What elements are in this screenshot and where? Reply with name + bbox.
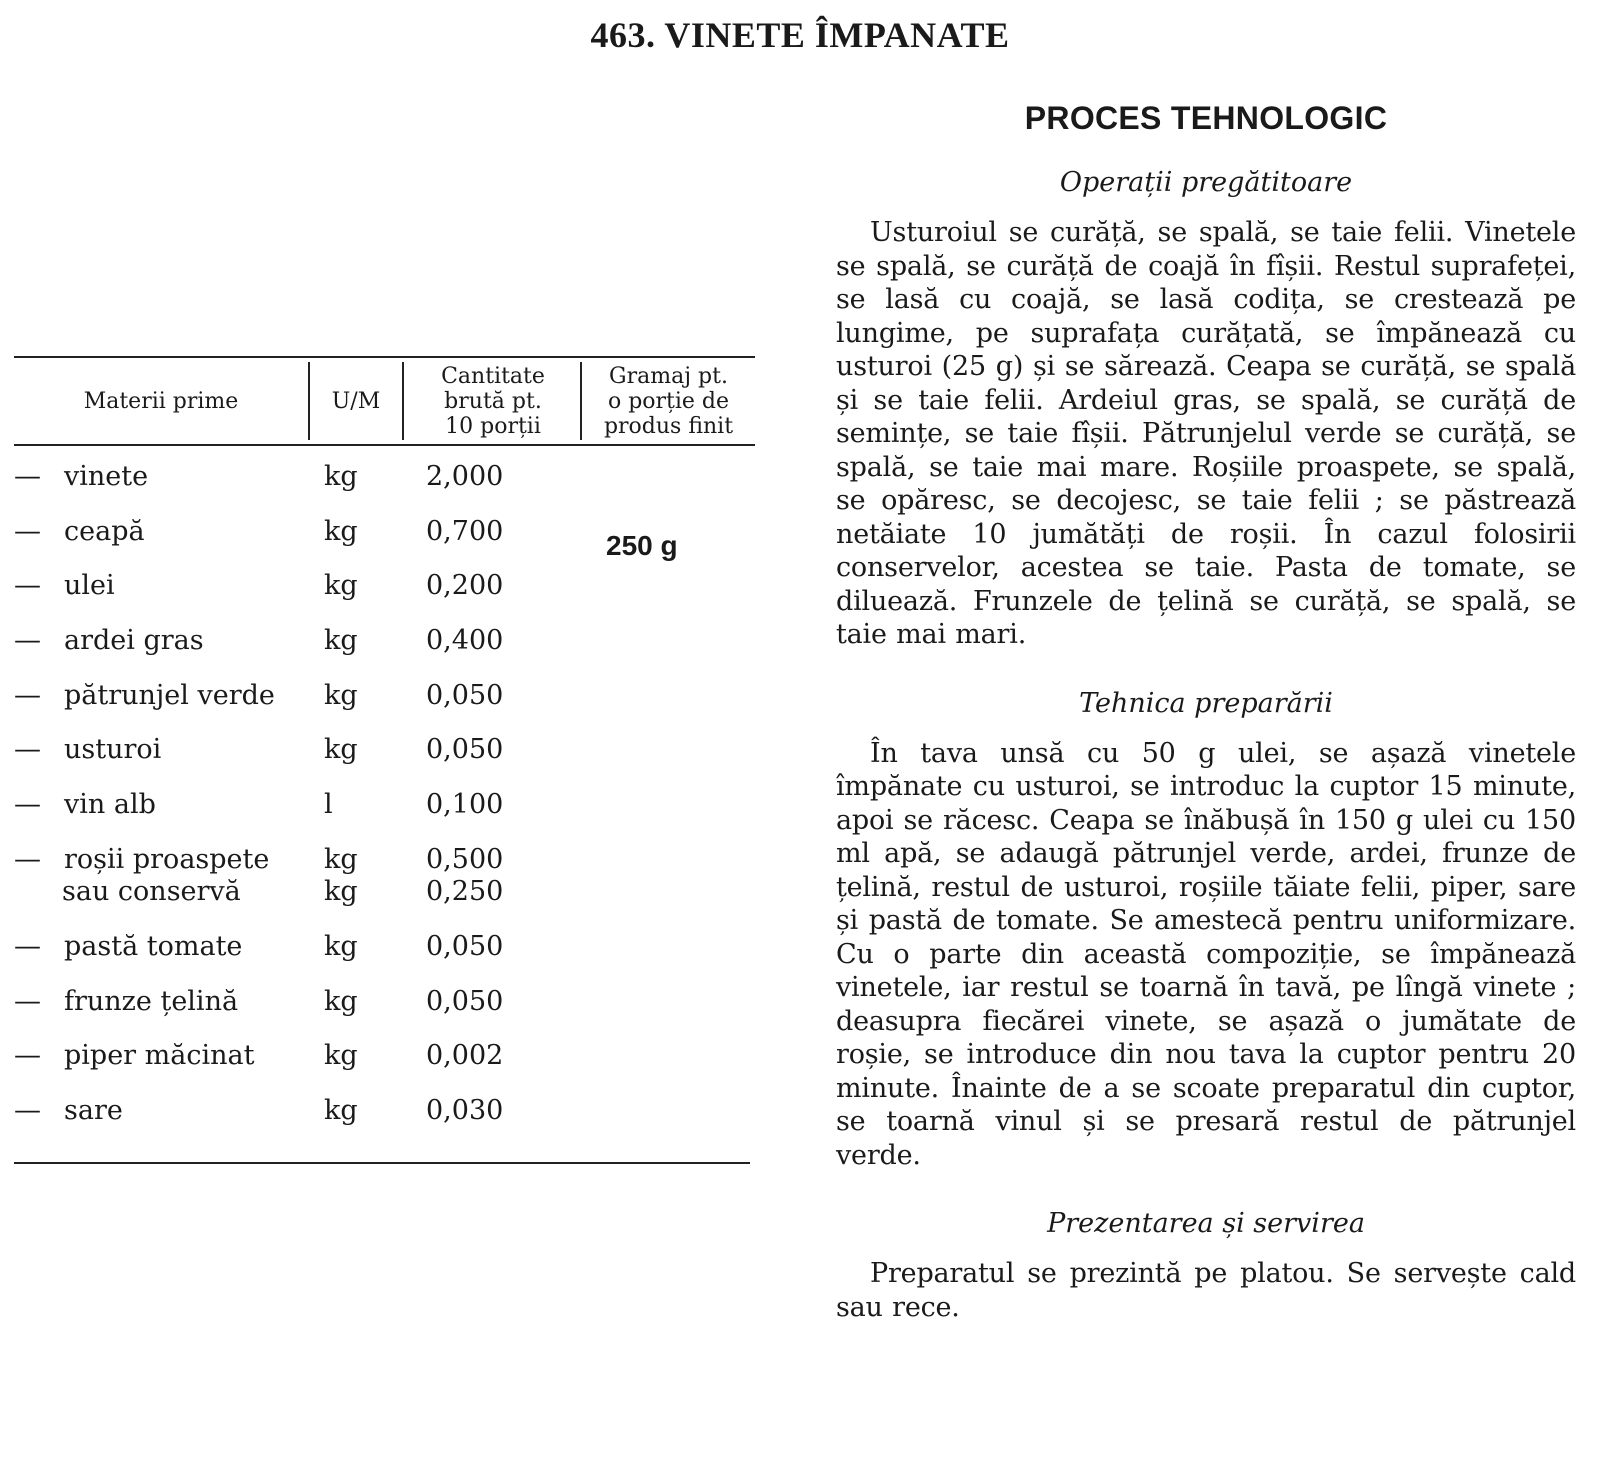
ingredient-quantity: 0,002	[426, 1040, 504, 1072]
row-dash: —	[14, 789, 41, 821]
ingredient-quantity: 0,500	[426, 843, 504, 875]
ingredient-name: usturoi	[64, 734, 162, 766]
ingredient-name: vin alb	[64, 789, 156, 821]
ingredient-quantity: 0,400	[426, 625, 504, 657]
ingredient-quantity: 0,030	[426, 1094, 504, 1126]
row-dash: —	[14, 679, 41, 711]
header-gramaj-line: Gramaj pt.	[609, 363, 728, 389]
row-dash: —	[14, 734, 41, 766]
ingredient-unit: kg	[324, 570, 358, 602]
ingredient-unit: kg	[324, 679, 358, 711]
ingredient-name: ardei gras	[64, 625, 204, 657]
ingredient-quantity: 0,050	[426, 930, 504, 962]
table-header-rule	[14, 444, 755, 446]
row-dash: —	[14, 625, 41, 657]
ingredient-unit: kg	[324, 515, 358, 547]
process-column	[836, 100, 1576, 1360]
ingredient-alt-name: sau conservă	[62, 875, 241, 907]
header-gramaj-line: o porție de	[607, 388, 730, 414]
table-bottom-rule	[14, 1162, 750, 1164]
section-heading-technique: Tehnica preparării	[1079, 687, 1333, 719]
ingredient-quantity: 0,050	[426, 679, 504, 711]
ingredient-name: frunze țelină	[64, 985, 239, 1017]
table-row	[14, 733, 755, 788]
ingredient-name: pastă tomate	[64, 930, 243, 962]
table-row	[14, 569, 755, 624]
row-dash: —	[14, 985, 41, 1017]
row-dash: —	[14, 1040, 41, 1072]
header-gramaj-line: produs finit	[603, 413, 734, 439]
table-row	[14, 460, 755, 515]
row-dash: —	[14, 1094, 41, 1126]
ingredient-alt-quantity: 0,250	[426, 875, 504, 907]
ingredient-quantity: 2,000	[426, 461, 504, 492]
table-row	[14, 930, 755, 985]
ingredient-name: pătrunjel verde	[64, 679, 275, 711]
ingredient-quantity: 0,700	[426, 515, 504, 547]
ingredient-name: sare	[64, 1094, 123, 1126]
ingredient-name: ceapă	[64, 515, 145, 547]
portion-weight: 250 g	[606, 530, 678, 561]
row-dash: —	[14, 515, 41, 547]
ingredient-unit: kg	[324, 625, 358, 657]
ingredient-unit: kg	[324, 930, 358, 962]
header-cantitate-line: 10 porții	[445, 413, 541, 439]
header-um	[308, 362, 404, 440]
section-heading-serving: Prezentarea și servirea	[1047, 1208, 1365, 1239]
table-row	[14, 843, 755, 930]
ingredient-unit: kg	[324, 461, 358, 492]
ingredient-quantity: 0,050	[426, 734, 504, 766]
section-text-technique: În tava unsă cu 50 g ulei, se așază vinetele împănate cu usturoi, se introduc la cuptor 15 minute, apoi se răcesc. Ceapa se înăbușă în 150 g ulei cu 150 ml apă, se adaugă pătrunjel verde, ardei, frunze de țelină, restul de usturoi, roșiile tăiate felii, piper, sare și pastă de tomate. Se amestecă pentru uniformizare. Cu o parte din această compoziție, se împănează vinetele, iar restul se toarnă în tavă, pe lîngă vinete ; deasupra fiecărei vinete, se așază o jumătate de roșie, se introduce din nou tava la cuptor pentru 20 minute. Înainte de a se scoate preparatul din cuptor, se toarnă vinul și se presară restul de pătrunjel verde.	[836, 737, 1576, 1171]
recipe-title: 463. VINETE ÎMPANATE	[590, 15, 1010, 55]
header-materii-prime	[14, 362, 308, 440]
ingredient-unit: kg	[324, 985, 358, 1017]
table-row	[14, 788, 755, 843]
header-um-text: U/M	[331, 388, 381, 414]
table-row	[14, 1094, 755, 1149]
header-gramaj	[582, 362, 755, 440]
header-cantitate-line: Cantitate	[441, 363, 545, 389]
process-title: PROCES TEHNOLOGIC	[1024, 100, 1388, 136]
ingredient-quantity: 0,050	[426, 985, 504, 1017]
header-cantitate-line: brută pt.	[444, 388, 542, 414]
row-dash: —	[14, 570, 41, 602]
ingredient-quantity: 0,100	[426, 789, 504, 821]
row-dash: —	[14, 461, 41, 492]
table-row	[14, 679, 755, 734]
section-heading-preparation: Operații pregătitoare	[1059, 167, 1353, 198]
ingredient-name: ulei	[64, 570, 115, 602]
row-dash: —	[14, 843, 41, 875]
section-text-serving: Preparatul se prezintă pe platou. Se servește cald sau rece.	[836, 1258, 1576, 1323]
table-top-rule	[14, 356, 755, 358]
table-row	[14, 985, 755, 1040]
ingredient-name: roșii proaspete	[64, 843, 270, 875]
ingredient-unit: kg	[324, 1040, 358, 1072]
header-cantitate	[404, 362, 582, 440]
table-row	[14, 624, 755, 679]
section-text-preparation: Usturoiul se curăță, se spală, se taie felii. Vinetele se spală, se curăță de coajă în fîșii. Restul suprafeței, se lasă cu coajă, se lasă codița, se crestează pe lungime, pe suprafața curățată, se împănează cu usturoi (25 g) și se sărează. Ceapa se curăță, se spală și se taie felii. Ardeiul gras, se spală, se curăță de semințe, se taie fîșii. Pătrunjelul verde se curăță, se spală, se taie mai mare. Roșiile proaspete, se spală, se opăresc, se decojesc, se taie felii ; se păstrează netăiate 10 jumătăți de roșii. În cazul folosirii conservelor, acestea se taie. Pasta de tomate, se diluează. Frunzele de țelină se curăță, se spală, se taie mai mari.	[836, 217, 1576, 650]
ingredient-rows	[14, 460, 755, 1149]
ingredient-unit: kg	[324, 1094, 358, 1126]
ingredient-unit: kg	[324, 843, 358, 875]
header-materii-prime-text: Materii prime	[83, 388, 239, 414]
ingredient-unit: l	[324, 789, 333, 821]
row-dash: —	[14, 930, 41, 962]
ingredient-unit: kg	[324, 734, 358, 766]
table-row	[14, 1039, 755, 1094]
ingredient-name: piper măcinat	[64, 1040, 255, 1072]
ingredient-quantity: 0,200	[426, 570, 504, 602]
ingredient-alt-unit: kg	[324, 875, 358, 907]
ingredient-name: vinete	[64, 461, 149, 492]
